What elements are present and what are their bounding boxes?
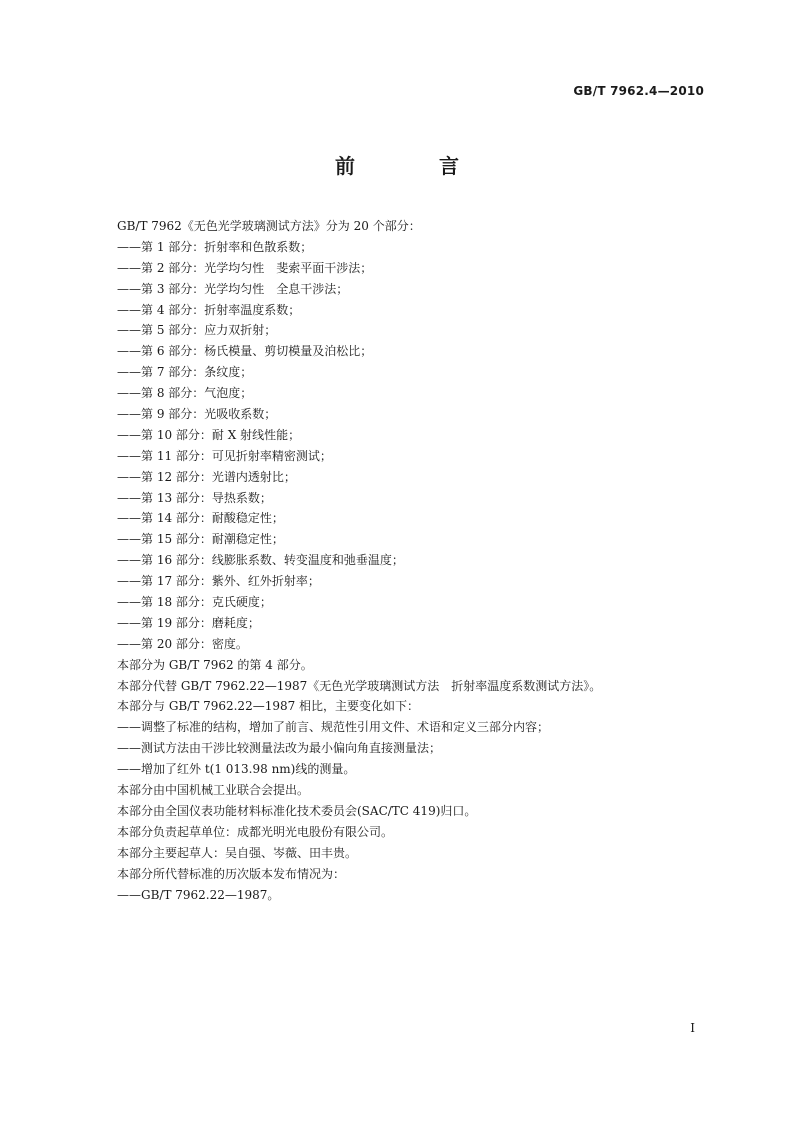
standard-code: GB/T 7962.4—2010	[573, 84, 704, 98]
text-line: ——GB/T 7962.22—1987。	[117, 887, 280, 902]
text-line: ——第 20 部分：密度。	[117, 636, 248, 651]
text-line: ——第 19 部分：磨耗度；	[117, 615, 260, 630]
text-line: ——第 3 部分：光学均匀性 全息干涉法；	[117, 281, 349, 296]
text-line: ——第 10 部分：耐 X 射线性能；	[117, 427, 301, 442]
text-line: 本部分为 GB/T 7962 的第 4 部分。	[117, 657, 313, 672]
page-number: I	[690, 1021, 695, 1035]
text-line: ——第 12 部分：光谱内透射比；	[117, 469, 296, 484]
text-line: ——第 18 部分：克氏硬度；	[117, 595, 272, 610]
text-line: 本部分与 GB/T 7962.22—1987 相比，主要变化如下：	[117, 699, 420, 714]
text-line: 本部分负责起草单位：成都光明光电股份有限公司。	[117, 824, 394, 839]
foreword-body	[117, 216, 717, 905]
text-line: 本部分主要起草人：吴自强、岑薇、田丰贵。	[117, 845, 358, 860]
text-line: ——第 17 部分：紫外、红外折射率；	[117, 574, 320, 589]
text-line: ——第 13 部分：导热系数；	[117, 490, 272, 505]
text-line: ——第 9 部分：光吸收系数；	[117, 407, 277, 422]
text-line: ——第 16 部分：线膨胀系数、转变温度和弛垂温度；	[117, 553, 404, 568]
text-line: 本部分所代替标准的历次版本发布情况为：	[117, 866, 346, 881]
text-line: ——第 7 部分：条纹度；	[117, 365, 253, 380]
text-line: ——第 5 部分：应力双折射；	[117, 323, 277, 338]
text-line: ——增加了红外 t(1 013.98 nm)线的测量。	[117, 762, 356, 777]
text-line: GB/T 7962《无色光学玻璃测试方法》分为 20 个部分：	[117, 219, 421, 233]
text-line: ——第 14 部分：耐酸稳定性；	[117, 511, 284, 526]
text-line: ——调整了标准的结构，增加了前言、规范性引用文件、术语和定义三部分内容；	[117, 720, 550, 735]
text-line: 本部分由全国仪表功能材料标准化技术委员会(SAC/TC 419)归口。	[117, 803, 477, 818]
text-line: ——第 2 部分：光学均匀性 斐索平面干涉法；	[117, 260, 373, 275]
page-title: 前 言	[335, 154, 491, 178]
text-line: ——第 8 部分：气泡度；	[117, 386, 253, 401]
text-line: 本部分由中国机械工业联合会提出。	[117, 783, 310, 798]
text-line: ——第 6 部分：杨氏模量、剪切模量及泊松比；	[117, 344, 373, 359]
text-line: ——第 15 部分：耐潮稳定性；	[117, 532, 284, 547]
text-line: ——第 11 部分：可见折射率精密测试；	[117, 448, 332, 463]
text-line: ——测试方法由干涉比较测量法改为最小偏向角直接测量法；	[117, 741, 442, 756]
text-line: 本部分代替 GB/T 7962.22—1987《无色光学玻璃测试方法 折射率温度系数测试方法》。	[117, 678, 602, 693]
text-line: ——第 4 部分：折射率温度系数；	[117, 302, 301, 317]
text-line: ——第 1 部分：折射率和色散系数；	[117, 239, 313, 254]
